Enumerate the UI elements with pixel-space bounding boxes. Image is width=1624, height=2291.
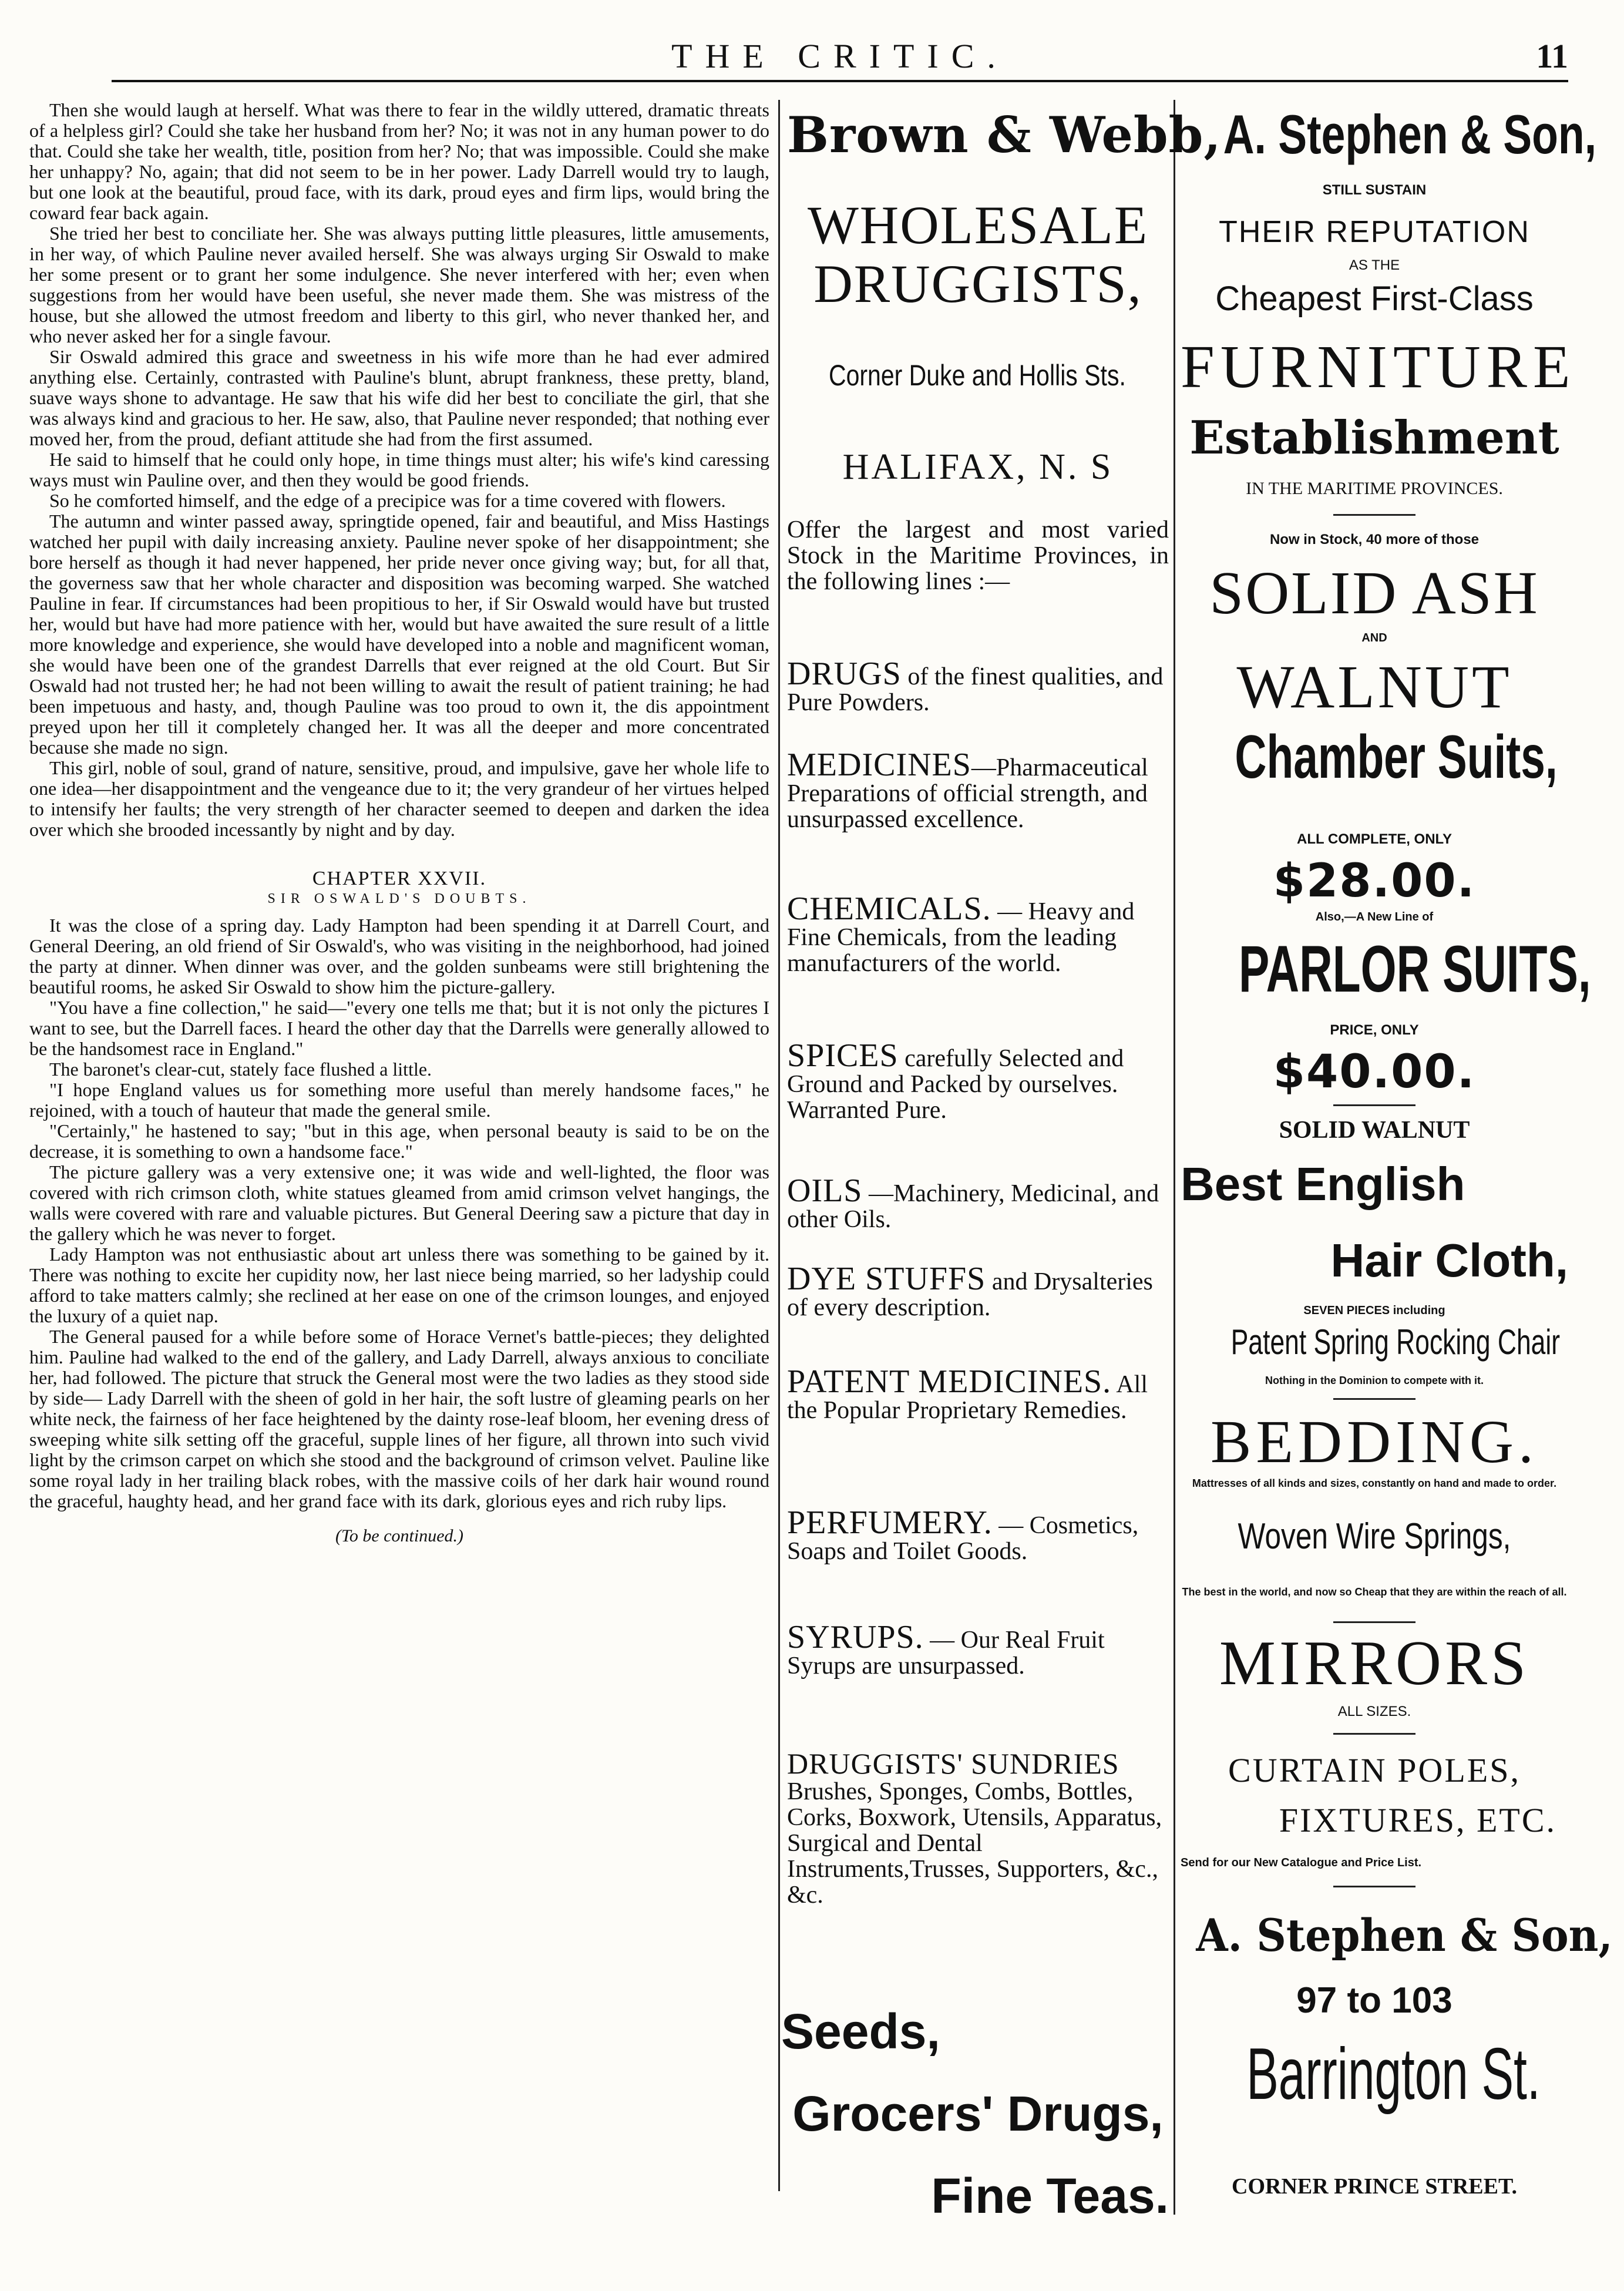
product-description: carefully Selected and Ground and Packed by ourselves. Warranted Pure. — [787, 1045, 1124, 1124]
product-heading: PERFUMERY. — [787, 1504, 993, 1541]
product-line-oils — [787, 1173, 1169, 1233]
druggists-heading: DRUGGISTS, — [813, 254, 1142, 314]
solid-ash: SOLID ASH — [1209, 559, 1539, 627]
advertiser-name: Brown & Webb, — [787, 106, 1222, 164]
corner-prince-street: CORNER PRINCE STREET. — [1232, 2174, 1517, 2199]
page-number: 11 — [1536, 37, 1568, 75]
walnut: WALNUT — [1236, 653, 1512, 721]
product-line-chemicals — [787, 891, 1169, 977]
hair-cloth: Hair Cloth, — [1330, 1234, 1568, 1286]
product-description: and Drysalteries of every description. — [787, 1268, 1153, 1321]
furniture-heading: FURNITURE — [1181, 333, 1576, 401]
story-paragraph: The picture gallery was a very extensive one; it was wide and well-lighted, the floor was covered with rich crimson cloth, white statues gleamed from amid crimson velvet hangings, the walls were covered with rare and valuable pictures. But General Deering saw a picture that day in the gallery which he was never to forget. — [29, 1161, 769, 1244]
product-line-dye-stuffs — [787, 1261, 1169, 1321]
intro-text: Offer the largest and most varied Stock in the Maritime Provinces, in the following lines :— — [787, 516, 1169, 595]
send-for-catalogue: Send for our New Catalogue and Price List. — [1181, 1856, 1422, 1869]
fine-teas-tagline: Fine Teas. — [931, 2168, 1169, 2223]
wholesale-heading: WHOLESALE — [807, 195, 1149, 255]
story-paragraph: Lady Hampton was not enthusiastic about art unless there was something to be gained by it. There was nothing to excite her cupidity now, her last niece being married, so her ladyship could afford to take matters calmly; she reclined at her ease on one of the crimson lounges, and enjoyed the luxury of a quiet nap. — [29, 1244, 769, 1326]
divider — [1333, 1886, 1415, 1887]
story-paragraph: She tried her best to conciliate her. She was always putting little pleasures, little amusements, in her way, of which Pauline never availed herself. She was always urging Sir Oswald to make her some present or to grant her some indulgence. She never interfered with her; even when suggestions from her would have been useful, she never made them. She was mistress of the house, but she allowed the utmost freedom and liberty to this girl, who never thanked her, and who never asked her for a single favour. — [29, 223, 769, 347]
product-line-medicines — [787, 747, 1169, 833]
divider — [1333, 514, 1415, 516]
column-divider — [1174, 100, 1175, 2215]
mirrors: MIRRORS — [1219, 1628, 1530, 1698]
still-sustain: STILL SUSTAIN — [1322, 182, 1427, 198]
divider — [1333, 1398, 1415, 1400]
also-new-line: Also,—A New Line of — [1315, 911, 1434, 923]
solid-walnut: SOLID WALNUT — [1279, 1117, 1470, 1144]
nothing-to-compete: Nothing in the Dominion to compete with it. — [1265, 1375, 1484, 1386]
story-paragraph: It was the close of a spring day. Lady Hampton had been spending it at Darrell Court, and General Deering, an old friend of Sir Oswald's, who was visiting in the neighborhood, had joined the party at dinner. When dinner was over, and the golden sunbeams were still brightening the beautiful rooms, he asked Sir Oswald to show him the picture-gallery. — [29, 915, 769, 997]
product-description: — Heavy and Fine Chemicals, from the leading manufacturers of the world. — [787, 898, 1135, 977]
divider — [1333, 1104, 1415, 1106]
product-heading: PATENT MEDICINES. — [787, 1363, 1112, 1400]
product-description: — Cosmetics, Soaps and Toilet Goods. — [787, 1512, 1139, 1565]
chapter-subtitle: SIR OSWALD'S DOUBTS. — [267, 891, 532, 906]
story-paragraph: This girl, noble of soul, grand of nature, sensitive, proud, and impulsive, gave her whole life to one idea—her disappointment and the vengeance due to it; the very grandeur of her virtues helped to intensify her faults; the very strength of her character seemed to deepen and darken the idea over which she brooded incessantly by night and by day. — [29, 757, 769, 840]
brown-webb-advertisement — [781, 100, 1222, 2250]
product-line-drugs — [787, 656, 1169, 716]
product-description: — Our Real Fruit Syrups are unsurpassed. — [787, 1627, 1105, 1679]
product-description: of the finest qualities, and Pure Powders. — [787, 663, 1164, 716]
woven-wire-springs: Woven Wire Springs, — [1238, 1516, 1511, 1557]
product-line-syrups — [787, 1619, 1169, 1679]
fixtures-etc: FIXTURES, ETC. — [1279, 1801, 1556, 1839]
story-paragraph: Sir Oswald admired this grace and sweetness in his wife more than he had ever admired anything else. Certainly, contrasted with Pauline's blunt, abrupt frankness, these pretty, bland, suave ways shone to advantage. He saw that his wife did her best to conciliate the girl, that she was always kind and gracious to her. He saw, also, that Pauline never responded; that nothing ever moved her, from the proud, defiant attitude she had from the first assumed. — [29, 346, 769, 449]
bedding: BEDDING. — [1211, 1408, 1538, 1476]
product-description: —Machinery, Medicinal, and other Oils. — [787, 1180, 1159, 1233]
all-complete: ALL COMPLETE, ONLY — [1296, 831, 1452, 847]
best-english: Best English — [1181, 1158, 1465, 1210]
masthead: THE CRITIC. — [671, 37, 1008, 75]
divider — [1333, 1733, 1415, 1735]
and-label: AND — [1361, 631, 1387, 644]
now-in-stock: Now in Stock, 40 more of those — [1269, 532, 1480, 547]
product-heading: SPICES — [787, 1037, 899, 1074]
mattresses-note: Mattresses of all kinds and sizes, constantly on hand and made to order. — [1192, 1477, 1557, 1489]
stephen-son-advertisement — [1181, 100, 1613, 2250]
parlor-suit-price: $40.00. — [1273, 1046, 1476, 1099]
story-paragraph: He said to himself that he could only hope, in time things must alter; his wife's kind caressing ways must win Pauline over, and then they would be good friends. — [29, 449, 769, 491]
barrington-street: Barrington St. — [1246, 2034, 1541, 2115]
story-paragraph: The baronet's clear-cut, stately face flushed a little. — [49, 1059, 432, 1080]
product-heading: MEDICINES — [787, 747, 971, 783]
story-paragraph: Then she would laugh at herself. What was there to fear in the wildly uttered, dramatic threats of a helpless girl? Could she take her husband from her? No; it was not in any human power to do that. Could she take her wealth, title, position from her? No; that was impossible. Could she make her unhappy? No, again; that did not seem to be in her power. Lady Darrell would try to laugh, but one look at the beautiful, proud face, with its dark, proud eyes and firm lips, would bring the coward fear back again. — [29, 99, 769, 223]
parlor-suits: PARLOR SUITS, — [1239, 932, 1591, 1006]
story-paragraph: "Certainly," he hastened to say; "but in this age, when personal beauty is said to be on the decrease, it is something to own a handsome face." — [29, 1120, 769, 1162]
price-only: PRICE, ONLY — [1330, 1022, 1419, 1038]
maritime-provinces: IN THE MARITIME PROVINCES. — [1246, 479, 1503, 498]
chamber-suit-price: $28.00. — [1273, 855, 1476, 908]
story-paragraph: The autumn and winter passed away, springtide opened, fair and beautiful, and Miss Hastings watched her pupil with daily increasing anxiety. Pauline never spoke of her disappointment; she bore herself as though it had never happened, her pride never once giving way; but, for all that, the governess saw that her whole character and disposition was becoming warped. She watched Pauline in fear. If circumstances had been propitious to her, if Sir Oswald would have but trusted her, would but have had more patience with her, would but have awaited the sure result of a little more knowledge and experience, she would have developed into a noble and magnificent woman, she would have been one of the grandest Darrells that ever reigned at the old Court. But Sir Oswald had not trusted her; he had not been willing to await the result of patient training; he had been impetuous and hasty, and, though Pauline was too proud to own it, the dis appointment preyed upon her till it completely changed her. It was all the deeper and more concentrated because she made no sign. — [29, 510, 769, 758]
product-description: Brushes, Sponges, Combs, Bottles, Corks, Boxwork, Utensils, Apparatus, Surgical and Dental Instruments,Trusses, Supporters, &c., &c. — [787, 1778, 1162, 1909]
product-line-perfumery — [787, 1504, 1169, 1565]
serial-story-column — [29, 100, 769, 2250]
establishment: Establishment — [1189, 411, 1559, 465]
product-line-sundries — [787, 1747, 1169, 1909]
product-heading: SYRUPS. — [787, 1619, 924, 1655]
to-be-continued: (To be continued.) — [335, 1526, 464, 1546]
as-the: AS THE — [1349, 257, 1400, 273]
product-heading: DRUGS — [787, 656, 902, 692]
product-heading: DYE STUFFS — [787, 1261, 986, 1297]
product-line-patent-medicines — [787, 1363, 1169, 1424]
grocers-drugs-tagline: Grocers' Drugs, — [792, 2086, 1164, 2141]
story-paragraph: The General paused for a while before some of Horace Vernet's battle-pieces; they delighted him. Pauline had walked to the end of the gallery, and Lady Darrell, always anxious to conciliate her, had followed. The picture that struck the General most were the two ladies as they stood side by side— Lady Darrell with the sheen of gold in her hair, the soft lustre of gleaming pearls on her white neck, the fairness of her face heightened by the dainty rose-leaf bloom, her evening dress of sweeping white silk setting off the graceful, supple lines of her figure, all thrown into such vivid light by the crimson carpet on which she stood and the background of crimson velvet. Pauline like some royal lady in her trailing black robes, with the massive coils of her dark hair wound round the graceful, haughty head, and her grand face with its dark, glorious eyes and rich ruby lips. — [29, 1326, 769, 1511]
all-sizes: ALL SIZES. — [1337, 1704, 1411, 1719]
street-number: 97 to 103 — [1296, 1980, 1452, 2021]
story-paragraph: So he comforted himself, and the edge of a precipice was for a time covered with flowers. — [49, 490, 726, 511]
product-heading: CHEMICALS. — [787, 891, 991, 927]
best-in-world-note: The best in the world, and now so Cheap that they are within the reach of all. — [1182, 1586, 1567, 1598]
product-description: —Pharmaceutical Preparations of official strength, and unsurpassed excellence. — [787, 754, 1148, 833]
seven-pieces: SEVEN PIECES including — [1303, 1304, 1445, 1317]
chapter-title: CHAPTER XXVII. — [312, 868, 487, 889]
page-header — [112, 29, 1568, 82]
story-paragraph: "You have a fine collection," he said—"every one tells me that; but it is not only the pictures I want to see, but the Darrell faces. I heard the other day that the Darrells were generally allowed to be the handsomest race in England." — [29, 997, 769, 1059]
cheapest-first-class: Cheapest First-Class — [1215, 280, 1534, 318]
rocking-chair: Patent Spring Rocking Chair — [1230, 1322, 1561, 1362]
story-paragraph: "I hope England values us for something more useful than merely handsome faces," he rejoined, with a touch of hauteur that made the general smile. — [29, 1079, 769, 1121]
divider — [1333, 1621, 1415, 1623]
column-divider — [778, 100, 780, 2191]
street-corner: Corner Duke and Hollis Sts. — [828, 359, 1126, 392]
seeds-tagline: Seeds, — [781, 2004, 940, 2059]
product-heading: OILS — [787, 1173, 863, 1209]
product-heading: DRUGGISTS' SUNDRIES — [787, 1747, 1119, 1780]
chamber-suits: Chamber Suits, — [1235, 723, 1558, 791]
their-reputation: THEIR REPUTATION — [1219, 215, 1530, 249]
advertiser-name: A. Stephen & Son, — [1223, 103, 1597, 165]
product-line-spices — [787, 1037, 1169, 1124]
header-rule — [112, 80, 1568, 82]
city: HALIFAX, N. S — [842, 447, 1114, 487]
product-description: All the Popular Proprietary Remedies. — [787, 1371, 1148, 1424]
curtain-poles: CURTAIN POLES, — [1228, 1751, 1521, 1789]
advertiser-name-footer: A. Stephen & Son, — [1196, 1909, 1613, 1961]
